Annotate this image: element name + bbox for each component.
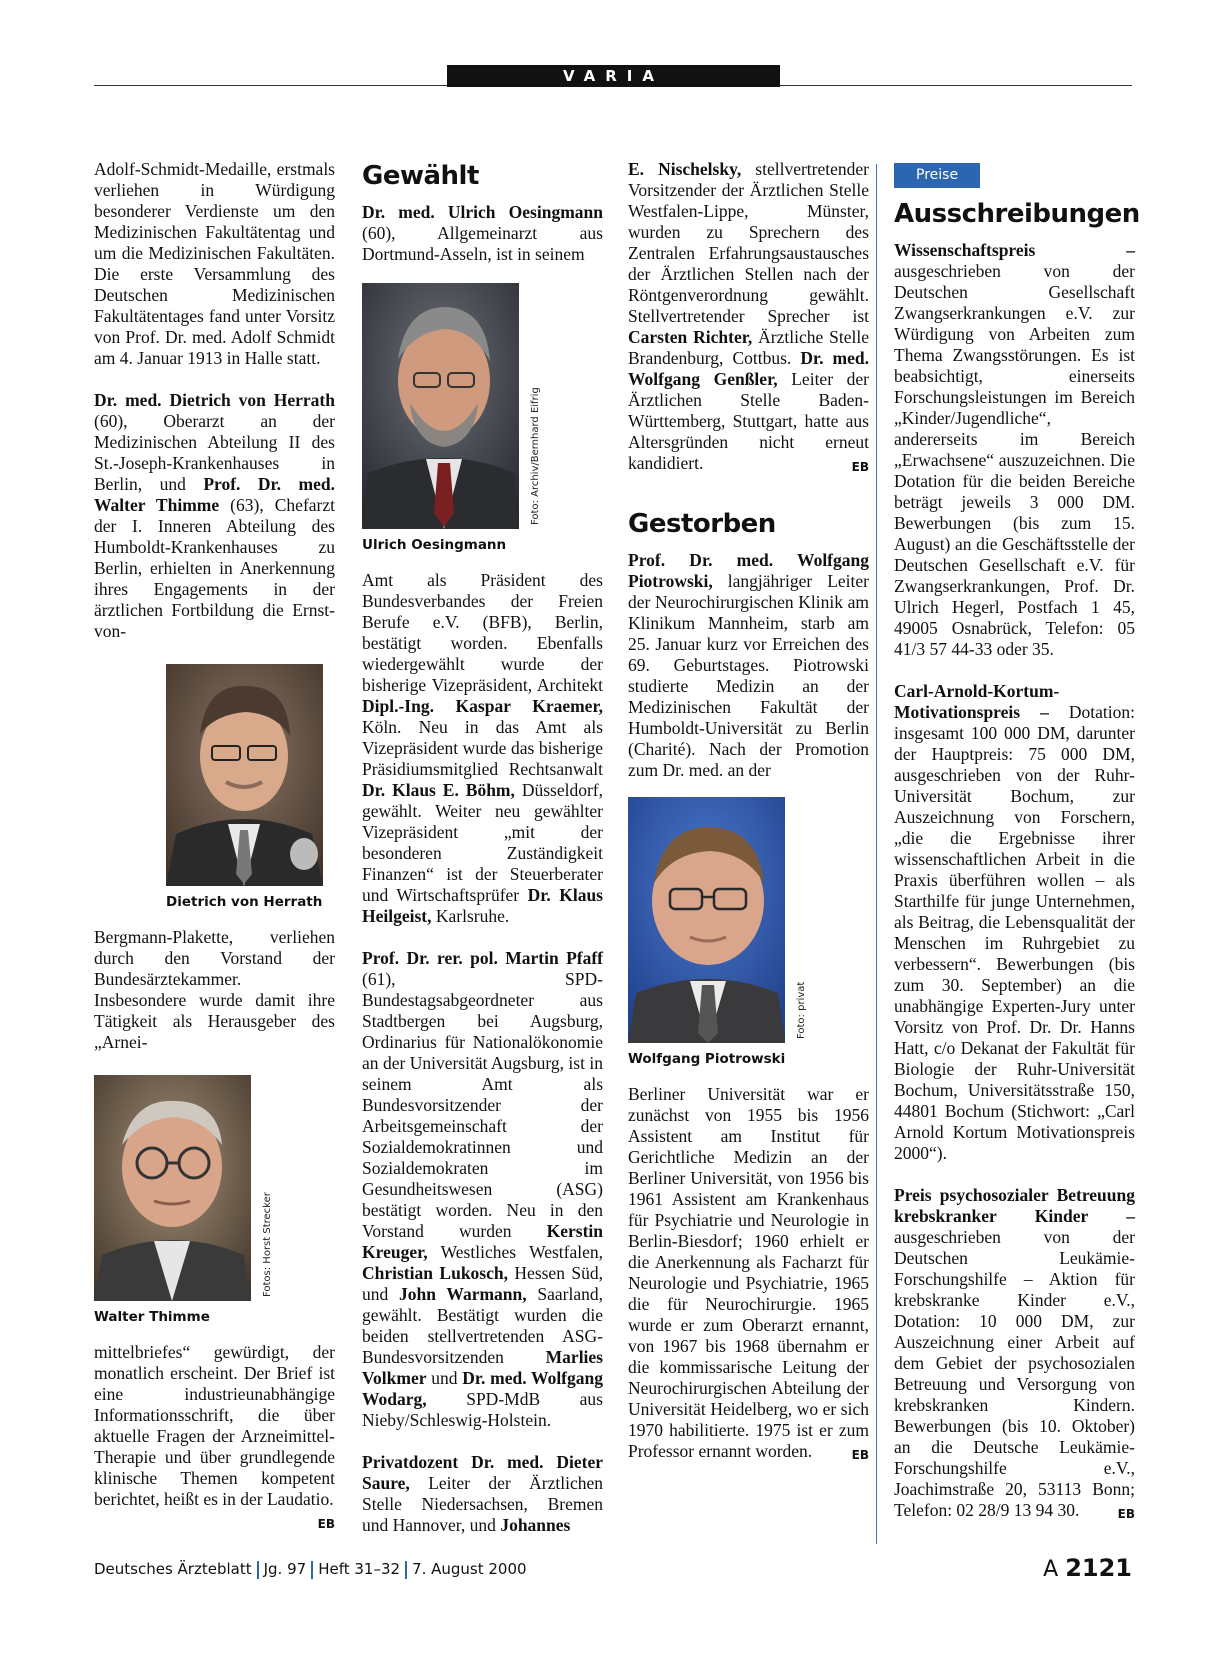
person-name: Dipl.-Ing. Kaspar Kraemer, — [362, 696, 603, 716]
author-mark: EB — [317, 1517, 335, 1531]
section-heading-gewaehlt: Gewählt — [362, 161, 479, 191]
category-badge: Preise — [894, 163, 980, 188]
col2-paragraph-3: Prof. Dr. rer. pol. Martin Pfaff (61), SPD-Bundestagsabgeordneter aus Stadtbergen bei Augsburg, Ordinarius für Nationalökonomie an der Universität Augsburg, ist in seinem Amt als Bundesvorsitzender der Arbeitsgemeinschaft der Sozialdemokratinnen und Sozialdemokraten im Gesundheitswesen (ASG) bestätigt worden. Neu in den Vorstand wurden Kerstin Kreuger, Westliches Westfalen, Christian Lukosch, Hessen Süd, und John Warmann, Saarland, gewählt. Bestätigt wurden die beiden stellvertretenden ASG-Bundesvorsitzenden Marlies Volkmer und Dr. med. Wolfgang Wodarg, SPD-MdB aus Nieby/Schleswig-Holstein. — [362, 948, 603, 1430]
journal-date: 7. August 2000 — [412, 1560, 527, 1578]
photo-herrath-figure — [166, 664, 335, 913]
col1-paragraph-4: mittelbriefes“ gewürdigt, der monatlich erscheint. Der Brief ist eine industrieunabhängige Informationsschrift, die über aktuelle Fragen der Arzneimittel-Therapie und über grundlegende klinische Themen kompetent berichtet, heißt es in der Laudatio. EB — [94, 1342, 335, 1510]
prize-name: Preis psychosozialer Betreuung krebskranker Kinder – — [894, 1185, 1135, 1226]
person-name: Prof. Dr. rer. pol. Martin Pfaff — [362, 948, 603, 968]
person-name: Prof. Dr. med. Walter Thimme — [94, 474, 335, 515]
prize-name: Carl-Arnold-Kortum-Motivationspreis – — [894, 681, 1060, 722]
col3-paragraph-1: E. Nischelsky, stellvertretender Vorsitzender der Ärztlichen Stelle Westfalen-Lippe, Münster, wurden zu Sprechern des Zentralen Erfahrungsaustausches der Ärztlichen Stellen nach der Röntgenverordnung gewählt. Stellvertretender Sprecher ist Carsten Richter, Ärztliche Stelle Brandenburg, Cottbus. Dr. med. Wolfgang Genßler, Leiter der Ärztlichen Stelle Baden-Württemberg, Stuttgart, hatte aus Altersgründen nicht erneut kandidiert. EB — [628, 159, 869, 474]
person-name: Johannes — [500, 1515, 571, 1535]
footer-separator — [257, 1561, 259, 1579]
photo-oesingmann-figure — [362, 283, 603, 556]
col3-paragraph-2: Prof. Dr. med. Wolfgang Piotrowski, langjähriger Leiter der Neurochirurgischen Klinik am Klinikum Mannheim, starb am 25. Januar kurz vor Erreichen des 69. Geburtstages. Piotrowski studierte Medizin an der Medizinischen Fakultät der Humboldt-Universität zu Berlin (Charité). Nach der Promotion zum Dr. med. an der — [628, 550, 869, 780]
col3-paragraph-3: Berliner Universität war er zunächst von 1955 bis 1956 Assistent am Institut für Gerichtliche Medizin an der Berliner Universität, von 1956 bis 1961 Assistent am Krankenhaus für Psychiatrie und Neurologie in Berlin-Biesdorf; 1960 erhielt er die Anerkennung als Facharzt für Neurologie und Psychiatrie, 1965 die für Neurochirurgie. 1965 wurde er zum Oberarzt ernannt, von 1967 bis 1968 übernahm er die kommissarische Leitung der Neurochirurgischen Abteilung der Universität Heidelberg, wo er sich 1970 habilitierte. 1975 ist er zum Professor ernannt worden. EB — [628, 1084, 869, 1462]
author-mark: EB — [851, 1448, 869, 1462]
person-name: Privatdozent Dr. med. Dieter Saure, — [362, 1452, 603, 1493]
person-name: Dr. Klaus Heilgeist, — [362, 885, 603, 926]
col2-paragraph-2: Amt als Präsident des Bundesverbandes der Freien Berufe e.V. (BFB), Berlin, bestätigt worden. Ebenfalls wiedergewählt wurde der bisherige Vizepräsident, Architekt Dipl.-Ing. Kaspar Kraemer, Köln. Neu in das Amt als Vizepräsident wurde das bisherige Präsidiumsmitglied Rechtsanwalt Dr. Klaus E. Böhm, Düsseldorf, gewählt. Weiter neu gewählter Vizepräsident „mit der besonderen Zuständigkeit Finanzen“ ist der Steuerberater und Wirtschaftsprüfer Dr. Klaus Heilgeist, Karlsruhe. — [362, 570, 603, 926]
person-name: John Warmann, — [399, 1284, 527, 1304]
column-1 — [94, 159, 335, 1535]
person-name: Carsten Richter, — [628, 327, 753, 347]
photo-wolfgang-piotrowski — [628, 797, 785, 1043]
photo-caption: Dietrich von Herrath — [166, 894, 323, 910]
journal-issue: Heft 31–32 — [318, 1560, 401, 1578]
author-mark: EB — [1117, 1507, 1135, 1521]
photo-ulrich-oesingmann — [362, 283, 519, 529]
col4-paragraph-1: Wissenschaftspreis – ausgeschrieben von der Deutschen Gesellschaft Zwangserkrankungen e.V. zur Würdigung von Arbeiten zum Thema Zwangsstörungen. Es ist beabsichtigt, einerseits Forschungsleistungen im Bereich „Kinder/Jugendliche“, andererseits im Bereich „Erwachsene“ auszuzeichnen. Die Dotation für die beiden Bereiche beträgt jeweils 3 000 DM. Bewerbungen (bis zum 15. August) an die Geschäftsstelle der Deutschen Gesellschaft e.V. für Zwangserkrankungen, Prof. Dr. Ulrich Hegerl, Postfach 1 45, 49005 Osnabrück, Telefon: 05 41/3 57 44-33 oder 35. — [894, 240, 1135, 659]
col1-paragraph-3: Bergmann-Plakette, verliehen durch den Vorstand der Bundesärztekammer. Insbesondere wurde damit ihre Tätigkeit als Herausgeber des „Arnei- — [94, 927, 335, 1052]
footer-separator — [311, 1561, 313, 1579]
section-header: VARIA — [447, 65, 780, 87]
photo-caption: Wolfgang Piotrowski — [628, 1051, 786, 1067]
person-name: Kerstin Kreuger, — [362, 1221, 603, 1262]
portrait-image — [166, 664, 323, 886]
person-name: Marlies Volkmer — [362, 1347, 603, 1388]
person-name: Christian Lukosch, — [362, 1263, 508, 1283]
col1-paragraph-2: Dr. med. Dietrich von Herrath (60), Oberarzt an der Medizinischen Abteilung II des St.-Joseph-Krankenhauses in Berlin, und Prof. Dr. med. Walter Thimme (63), Chefarzt der I. Inneren Abteilung des Humboldt-Krankenhauses zu Berlin, erhielten in Anerkennung ihres Engagements in der ärztlichen Fortbildung die Ernst-von- — [94, 390, 335, 641]
col2-paragraph-1: Dr. med. Ulrich Oesingmann (60), Allgemeinarzt aus Dortmund-Asseln, ist in seinem — [362, 202, 603, 264]
page-footer — [94, 1554, 1132, 1582]
section-heading-gestorben: Gestorben — [628, 509, 776, 539]
person-name: Prof. Dr. med. Wolfgang Piotrowski, — [628, 550, 869, 591]
column-divider — [876, 164, 877, 1544]
person-name: E. Nischelsky, — [628, 159, 742, 179]
col1-paragraph-1: Adolf-Schmidt-Medaille, erstmals verliehen in Würdigung besonderer Verdienste um den Medizinischen Fakultätentag und um die Medizinischen Fakultäten. Die erste Versammlung des Deutschen Medizinischen Fakultätentages fand unter Vorsitz von Prof. Dr. med. Adolf Schmidt am 4. Januar 1913 in Halle statt. — [94, 159, 335, 368]
col4-paragraph-3: Preis psychosozialer Betreuung krebskranker Kinder – ausgeschrieben von der Deutschen Leukämie-Forschungshilfe – Aktion für krebskranke Kinder e.V., Dotation: 10 000 DM, zur Auszeichnung einer Arbeit auf dem Gebiet der psychosozialen Betreuung und Versorgung von krebskranken Kindern. Bewerbungen (bis 10. Oktober) an die Deutsche Leukämie-Forschungshilfe e.V., Joachimstraße 20, 53113 Bonn; Telefon: 02 28/9 13 94 30. EB — [894, 1185, 1135, 1521]
portrait-image — [628, 797, 785, 1043]
col4-paragraph-2: Carl-Arnold-Kortum-Motivationspreis – Dotation: insgesamt 100 000 DM, darunter der Hauptpreis: 75 000 DM, ausgeschrieben von der Ruhr-Universität Bochum, zur Auszeichnung von Forschern, „die die Ergebnisse ihrer wissenschaftlichen Arbeit in die Praxis überführen wollen – als Starthilfe für junge Unternehmen, als Beitrag, die Lebensqualität der Menschen im Ruhrgebiet zu verbessern“. Bewerbungen (bis zum 30. September) an die unabhängige Experten-Jury unter Vorsitz von Prof. Dr. Dr. Hanns Hatt, c/o Dekanat der Fakultät für Biologie der Ruhr-Universität Bochum, Universitätsstraße 150, 44801 Bochum (Stichwort: „Carl Arnold Kortum Motivationspreis 2000“). — [894, 681, 1135, 1163]
author-mark: EB — [851, 460, 869, 474]
person-name: Dr. Klaus E. Böhm, — [362, 780, 515, 800]
prize-name: Wissenschaftspreis – — [894, 240, 1135, 260]
photo-credit: Foto: privat — [796, 981, 807, 1039]
portrait-image — [362, 283, 519, 529]
photo-caption: Walter Thimme — [94, 1309, 210, 1325]
section-heading-ausschreibungen: Ausschreibungen — [894, 199, 1140, 229]
column-3 — [628, 159, 869, 1466]
photo-thimme-figure — [94, 1075, 335, 1328]
col2-paragraph-4: Privatdozent Dr. med. Dieter Saure, Leiter der Ärztlichen Stelle Niedersachsen, Bremen und Hannover, und Johannes — [362, 1452, 603, 1535]
photo-dietrich-von-herrath — [166, 664, 323, 886]
journal-volume: Jg. 97 — [263, 1560, 307, 1578]
journal-name: Deutsches Ärzteblatt — [94, 1560, 252, 1578]
photo-credit: Foto: Archiv/Bernhard Eifrig — [530, 387, 541, 525]
person-name: Dr. med. Dietrich von Herrath — [94, 390, 335, 410]
person-name: Dr. med. Wolfgang Genßler, — [628, 348, 869, 389]
person-name: Dr. med. Ulrich Oesingmann — [362, 202, 603, 222]
page-number: A 2121 — [1043, 1554, 1132, 1582]
column-2 — [362, 160, 603, 1536]
photo-piotrowski-figure — [628, 797, 869, 1070]
person-name: Dr. med. Wolfgang Wodarg, — [362, 1368, 603, 1409]
photo-walter-thimme — [94, 1075, 251, 1301]
photo-credit: Fotos: Horst Strecker — [262, 1192, 273, 1297]
photo-caption: Ulrich Oesingmann — [362, 537, 507, 553]
footer-separator — [405, 1561, 407, 1579]
column-4 — [894, 163, 1140, 1525]
portrait-image — [94, 1075, 251, 1301]
